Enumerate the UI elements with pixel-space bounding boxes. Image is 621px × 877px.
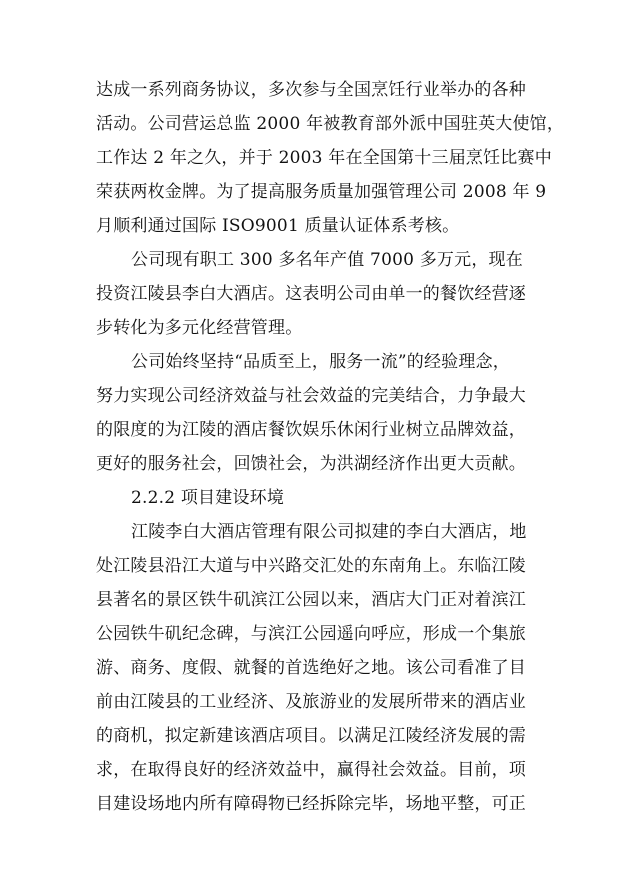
paragraph-4-line: 求，在取得良好的经济效益中，赢得社会效益。目前，项 (96, 760, 526, 780)
paragraph-4-line: 公园铁牛矶纪念碑，与滨江公园遥向呼应，形成一个集旅 (96, 624, 526, 644)
paragraph-3-line: 公司始终坚持“品质至上，服务一流”的经验理念， (131, 352, 510, 372)
paragraph-1-line: 活动。公司营运总监 2000 年被教育部外派中国驻英大使馆， (96, 114, 565, 134)
paragraph-1-line: 月顺利通过国际 ISO9001 质量认证体系考核。 (96, 216, 460, 236)
section-heading: 2.2.2 项目建设环境 (131, 488, 285, 508)
paragraph-4-line: 的商机，拟定新建该酒店项目。以满足江陵经济发展的需 (96, 726, 526, 746)
paragraph-2-line: 投资江陵县李白大酒店。这表明公司由单一的餐饮经营逐 (96, 284, 526, 304)
paragraph-4-line: 前由江陵县的工业经济、及旅游业的发展所带来的酒店业 (96, 692, 526, 712)
paragraph-1-line: 荣获两枚金牌。为了提高服务质量加强管理公司 2008 年 9 (96, 182, 547, 202)
paragraph-2-line: 公司现有职工 300 多名年产值 7000 多万元，现在 (131, 250, 523, 270)
paragraph-3-line: 更好的服务社会，回馈社会，为洪湖经济作出更大贡献。 (96, 454, 526, 474)
paragraph-4-line: 目建设场地内所有障碍物已经拆除完毕，场地平整，可正 (96, 794, 526, 814)
paragraph-4-line: 江陵李白大酒店管理有限公司拟建的李白大酒店，地 (131, 522, 527, 542)
paragraph-2-line: 步转化为多元化经营管理。 (96, 318, 303, 338)
paragraph-1-line: 达成一系列商务协议，多次参与全国烹饪行业举办的各种 (96, 80, 526, 100)
paragraph-3-line: 努力实现公司经济效益与社会效益的完美结合，力争最大 (96, 386, 526, 406)
paragraph-4-line: 县著名的景区铁牛矶滨江公园以来，酒店大门正对着滨江 (96, 590, 526, 610)
paragraph-1-line: 工作达 2 年之久，并于 2003 年在全国第十三届烹饪比赛中 (96, 148, 552, 168)
paragraph-3-line: 的限度的为江陵的酒店餐饮娱乐休闲行业树立品牌效益， (96, 420, 526, 440)
paragraph-4-line: 处江陵县沿江大道与中兴路交汇处的东南角上。东临江陵 (96, 556, 526, 576)
paragraph-4-line: 游、商务、度假、就餐的首选绝好之地。该公司看准了目 (96, 658, 526, 678)
